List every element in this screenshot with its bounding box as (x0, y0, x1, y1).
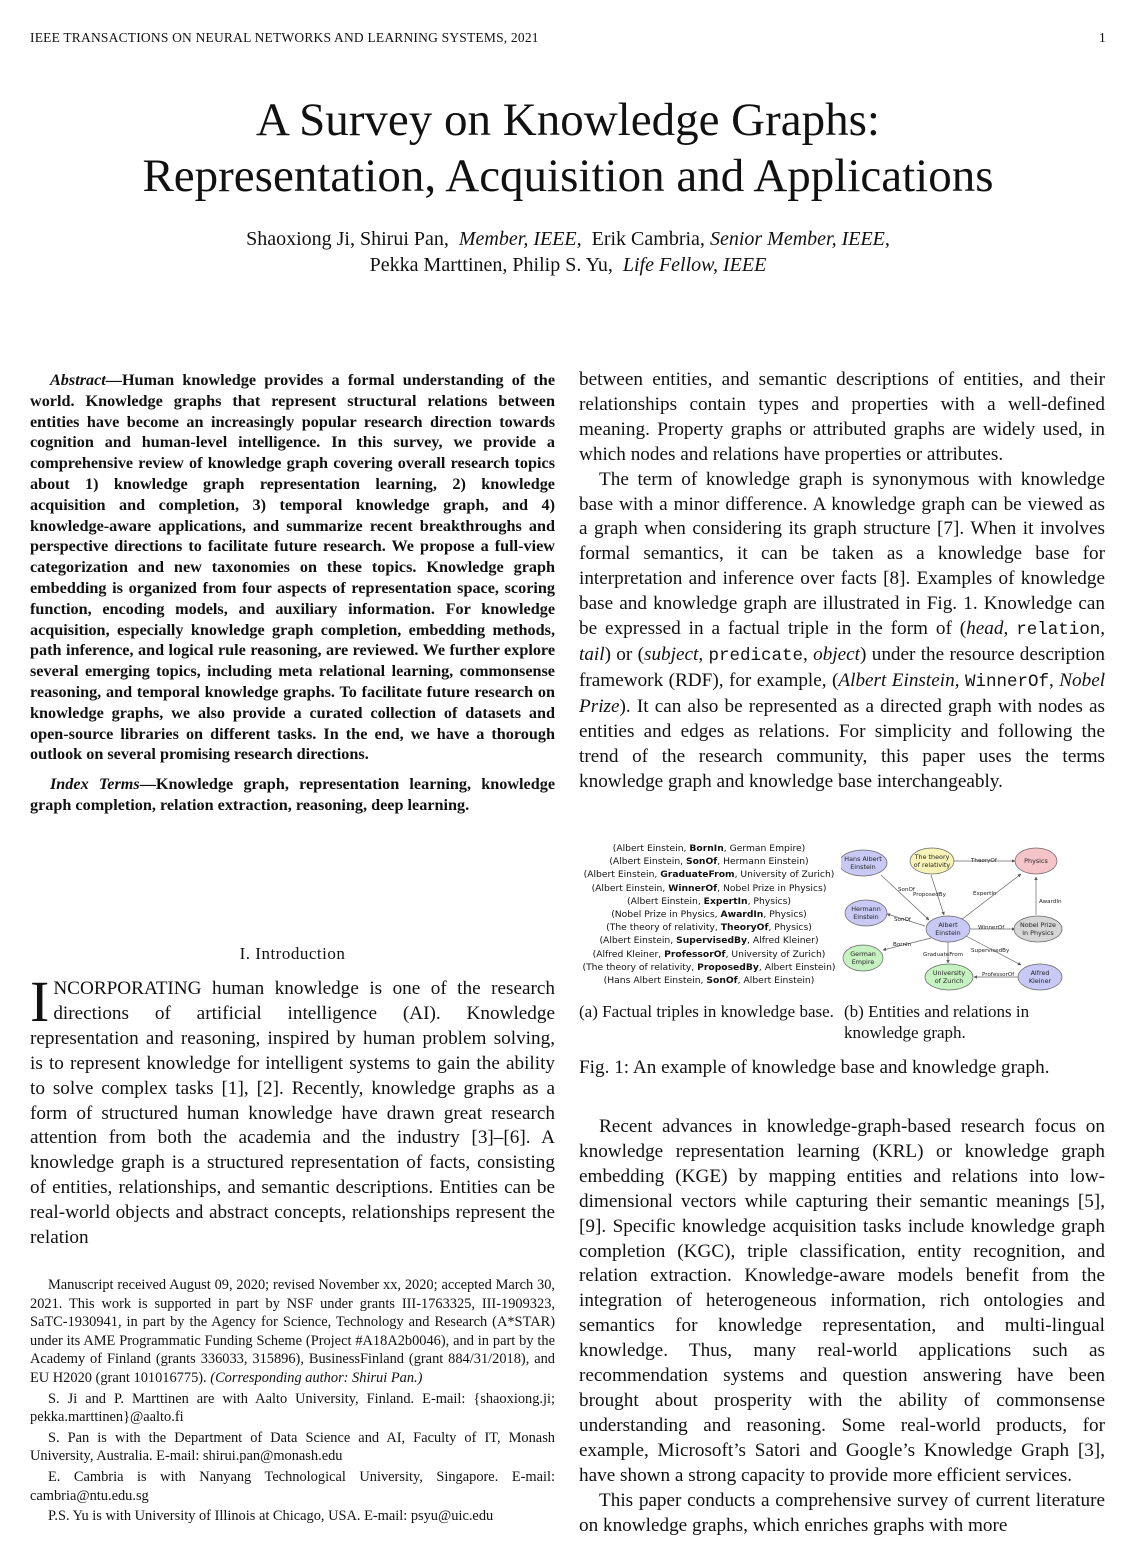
triple-row: (Albert Einstein, SupervisedBy, Alfred Kleiner) (599, 935, 819, 947)
label-theoryof: TheoryOf (971, 858, 997, 864)
running-header (30, 30, 1106, 50)
node-hermann-einstein (845, 900, 887, 926)
triple-row: (Albert Einstein, WinnerOf, Nobel Prize in Physics) (591, 882, 827, 894)
index-terms-text: —Knowledge graph, representation learning, knowledge graph completion, relation extraction, reasoning, deep learning. (30, 775, 555, 814)
knowledge-graph-diagram (841, 842, 1105, 992)
svg-text:Empire: Empire (851, 958, 875, 966)
label-professorof: ProfessorOf (982, 972, 1015, 978)
abstract-label: Abstract (50, 371, 106, 389)
footnote-affiliation: S. Ji and P. Marttinen are with Aalto University, Finland. E-mail: {shaoxiong.ji; pekka.marttinen}@aalto.fi (30, 1390, 555, 1426)
footnote-affiliation: S. Pan is with the Department of Data Science and AI, Faculty of IT, Monash University, Australia. E-mail: shirui.pan@monash.edu (30, 1429, 555, 1465)
author-list (0, 226, 1136, 278)
svg-text:of Zurich: of Zurich (934, 977, 964, 985)
introduction-text (30, 969, 555, 1251)
edge-expertin (961, 874, 1021, 920)
nodes (841, 848, 1062, 990)
author-names-a: Shaoxiong Ji, Shirui Pan, (246, 228, 449, 250)
node-university-of-zurich (925, 964, 973, 990)
drop-cap: I (30, 969, 50, 1034)
example-tail: Nobel Prize (579, 669, 1106, 717)
label-graduatefrom: GraduateFrom (923, 952, 964, 958)
paragraph: This paper conducts a comprehensive survey of current literature on knowledge graphs, which enriches graphs with more (579, 1489, 1105, 1536)
label-expertin: ExpertIn (973, 891, 997, 897)
label-proposedby: ProposedBy (913, 892, 946, 898)
svg-text:Nobel Prize: Nobel Prize (1020, 921, 1056, 929)
svg-text:Physics: Physics (1024, 857, 1048, 865)
right-column-text-top (579, 368, 1105, 794)
node-german-empire (843, 945, 883, 971)
author-role-a: Member, IEEE, (458, 228, 582, 250)
node-nobel-prize-in-physics (1014, 916, 1062, 942)
abstract-paragraph (30, 370, 555, 765)
paragraph: The term of knowledge graph is synonymous with knowledge base with a minor difference. A knowledge graph can be viewed as a graph when considering its graph structure [7]. When it involves formal semantics, it can be taken as a knowledge base for interpretation and inference over facts [8]. Examples of knowledge base and knowledge graph are illustrated in Fig. 1. Knowledge can be expressed in a factual triple in the form of (head, relation, tail) or (subject, predicate, object) under the resource description framework (RDF), for example, (Albert Einstein, WinnerOf, Nobel Prize). It can also be represented as a directed graph with nodes as entities and edges as relations. For simplicity and following the trend of the research community, this paper uses the terms knowledge graph and knowledge base interchangeably. (579, 468, 1106, 792)
svg-text:Kleiner: Kleiner (1028, 977, 1052, 985)
title-line-2: Representation, Acquisition and Applications (142, 150, 994, 202)
svg-text:Alfred: Alfred (1030, 969, 1050, 977)
triple-row: (Nobel Prize in Physics, AwardIn, Physics) (611, 909, 807, 921)
footnotes (30, 1276, 555, 1526)
footnote-affiliation: E. Cambria is with Nanyang Technological University, Singapore. E-mail: cambria@ntu.edu.sg (30, 1468, 555, 1504)
abstract-text: —Human knowledge provides a formal understanding of the world. Knowledge graphs that represent structural relations between entities have become an increasingly popular research direction towards cognition and human-level intelligence. In this survey, we provide a comprehensive review of knowledge graph covering overall research topics about 1) knowledge graph representation learning, 2) knowledge acquisition and completion, 3) temporal knowledge graph, and 4) knowledge-aware applications, and summarize recent breakthroughs and perspective directions to facilitate future research. We propose a full-view categorization and new taxonomies on these topics. Knowledge graph embedding is organized from four aspects of representation space, scoring function, encoding models, and auxiliary information. For knowledge acquisition, especially knowledge graph completion, embedding methods, path inference, and logical rule reasoning, are reviewed. We further explore several emerging topics, including meta relational learning, commonsense reasoning, and temporal knowledge graphs. To facilitate future research on knowledge graphs, we also provide a curated collection of datasets and open-source libraries on different tasks. In the end, we have a thorough outlook on several promising research directions. (30, 371, 555, 764)
intro-body: human knowledge is one of the research directions of artificial intelligence (AI). Knowledge representation and reasoning, inspired by human problem solving, is to represent knowledge for intelligent systems to gain the ability to solve complex tasks [1], [2]. Recently, knowledge graphs as a form of structured human knowledge have drawn great research attention from both the academia and the industry [3]–[6]. A knowledge graph is a structured representation of facts, consisting of entities, relationships, and semantic descriptions. Entities can be real-world objects and abstract concepts, relationships represent the relation (30, 978, 555, 1249)
triple-row: (Hans Albert Einstein, SonOf, Albert Einstein) (603, 975, 815, 987)
math-object: object (813, 643, 861, 665)
page-number: 1 (1099, 30, 1106, 45)
example-head: Albert Einstein (838, 669, 955, 691)
section-heading-introduction: I. Introduction (239, 944, 346, 963)
math-head: head (966, 618, 1004, 640)
authors-line-2 (0, 252, 1136, 278)
label-winnerof: WinnerOf (978, 925, 1005, 931)
author-names-b: Erik Cambria, (591, 228, 705, 250)
svg-text:Albert: Albert (938, 921, 958, 929)
paragraph: Recent advances in knowledge-graph-based research focus on knowledge representation learning (KRL) or knowledge graph embedding (KGE) by mapping entities and relations into low-dimensional vectors while capturing their semantic meanings [5], [9]. Specific knowledge acquisition tasks include knowledge graph completion (KGC), triple classification, entity recognition, and relation extraction. Knowledge-aware models benefit from the integration of heterogeneous information, rich ontologies and semantics for knowledge representation, and multi-lingual knowledge. Thus, many real-world applications such as recommendation systems and question answering have been brought about prosperity with the ability of commonsense understanding and reasoning. Some real-world products, for example, Microsoft’s Satori and Google’s Knowledge Graph [3], have shown a strong capacity to provide more efficient services. (579, 1116, 1105, 1486)
footnote-affiliation: P.S. Yu is with University of Illinois at Chicago, USA. E-mail: psyu@uic.edu (48, 1508, 494, 1525)
label-supervisedby: SupervisedBy (971, 948, 1010, 954)
svg-text:The theory: The theory (914, 853, 950, 861)
svg-text:Hermann: Hermann (851, 905, 881, 913)
node-albert-einstein (926, 916, 970, 942)
triple-row: (Albert Einstein, BornIn, German Empire) (612, 843, 806, 854)
label-awardin: AwardIn (1039, 899, 1062, 905)
triple-row: (Alfred Kleiner, ProfessorOf, University of Zurich) (592, 948, 826, 960)
footnote-manuscript: Manuscript received August 09, 2020; revised November xx, 2020; accepted March 30, 2021. This work is supported in part by NSF under grants III-1763325, III-1909323, SaTC-1930941, in part by the Agency for Science, Technology and Research (A*STAR) under its AME Programmatic Funding Scheme (Project #A18A2b0046), and in part by the Academy of Finland (grants 336033, 315896), BusinessFinland (grant 884/31/2018), and EU H2020 (grant 101016775). (Corresponding author: Shirui Pan.) (30, 1277, 555, 1386)
node-alfred-kleiner (1018, 964, 1062, 990)
svg-text:University: University (932, 969, 966, 977)
triple-row: (The theory of relativity, TheoryOf, Physics) (606, 922, 812, 934)
intro-first-word: NCORPORATING (53, 978, 202, 999)
author-names-c: Pekka Marttinen, Philip S. Yu, (369, 254, 613, 276)
figure-caption: Fig. 1: An example of knowledge base and knowledge graph. (579, 1057, 1050, 1078)
node-hans-albert-einstein (841, 850, 887, 876)
triple-row: (Albert Einstein, ExpertIn, Physics) (627, 895, 791, 907)
math-subject: subject (644, 643, 699, 665)
math-predicate: predicate (708, 645, 803, 666)
triple-row: (Albert Einstein, GraduateFrom, University of Zurich) (583, 869, 835, 881)
triple-row: (The theory of relativity, ProposedBy, Albert Einstein) (582, 961, 836, 973)
svg-text:in Physics: in Physics (1022, 929, 1054, 937)
node-physics (1015, 848, 1057, 874)
math-relation: relation (1016, 620, 1101, 641)
author-role-b: Senior Member, IEEE, (709, 228, 890, 250)
paragraph: between entities, and semantic descriptions of entities, and their relationships contain types and properties with a well-defined meaning. Property graphs or attributed graphs are widely used, in which nodes and relations have properties or attributes. (579, 369, 1105, 465)
label-bornin: BornIn (893, 942, 912, 948)
triple-row: (Albert Einstein, SonOf, Hermann Einstein) (609, 856, 809, 868)
abstract-block (30, 370, 555, 816)
author-role-c: Life Fellow, IEEE (622, 254, 767, 276)
svg-text:Hans Albert: Hans Albert (844, 855, 882, 863)
example-relation: WinnerOf (964, 671, 1049, 692)
figure-1 (579, 842, 1105, 1042)
svg-text:Einstein: Einstein (853, 913, 879, 921)
authors-line-1 (0, 226, 1136, 252)
svg-text:German: German (850, 950, 876, 958)
title-line-1: A Survey on Knowledge Graphs: (256, 94, 880, 146)
subcaption-b: (b) Entities and relations in knowledge graph. (844, 1002, 1030, 1042)
footnote-corresponding: (Corresponding author: Shirui Pan.) (210, 1369, 423, 1386)
svg-text:of relativity: of relativity (913, 861, 951, 869)
label-sonof-1: SonOf (898, 887, 915, 893)
svg-text:Einstein: Einstein (935, 929, 961, 937)
index-terms-label: Index Terms (50, 775, 140, 794)
right-column-text-bottom (579, 1115, 1105, 1538)
factual-triples-list (579, 842, 839, 987)
math-tail: tail (579, 643, 605, 665)
paper-title (0, 92, 1136, 204)
index-terms-paragraph (30, 774, 555, 816)
label-sonof-2: SonOf (894, 917, 911, 923)
journal-name: IEEE TRANSACTIONS ON NEURAL NETWORKS AND LEARNING SYSTEMS, 2021 (30, 30, 539, 45)
subcaption-a: (a) Factual triples in knowledge base. (579, 1002, 834, 1021)
node-theory-of-relativity (910, 848, 954, 874)
svg-text:Einstein: Einstein (850, 863, 876, 871)
